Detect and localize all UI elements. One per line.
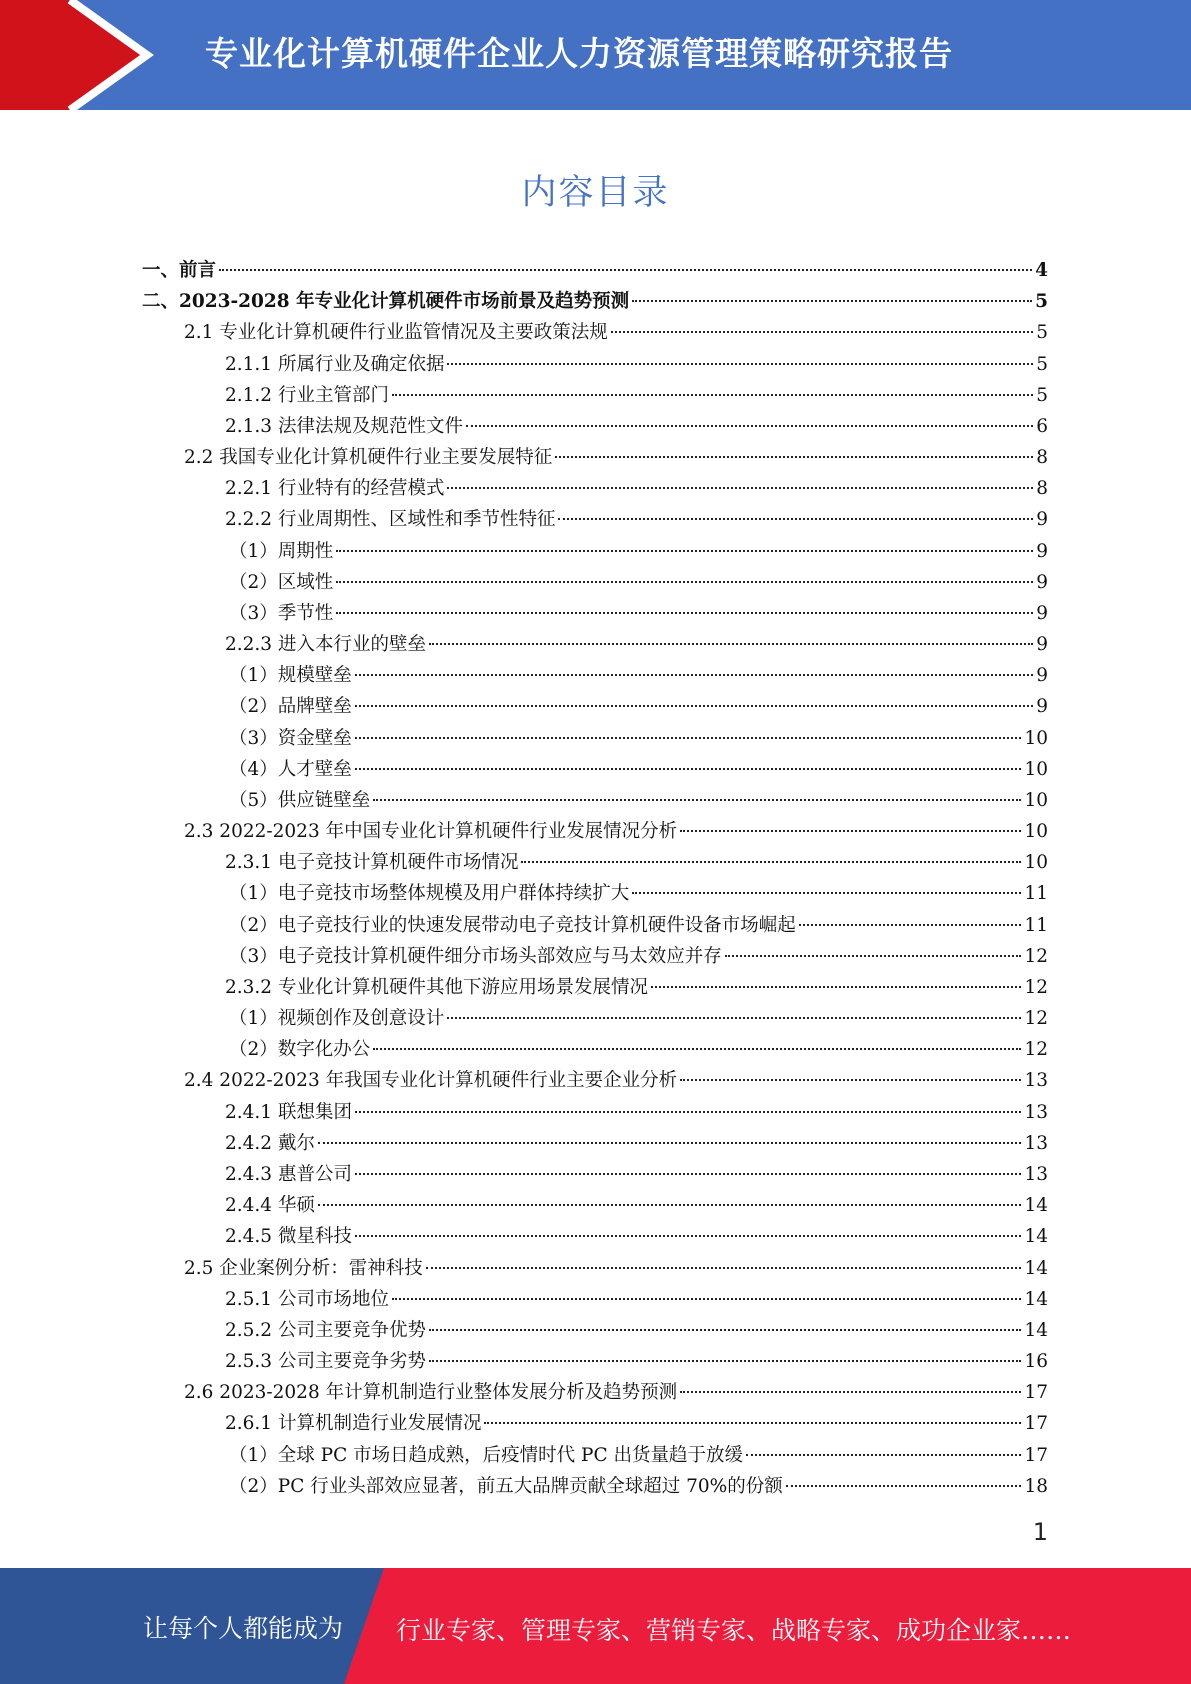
toc-entry-title: 2.2.3 进入本行业的壁垒	[225, 634, 426, 656]
toc-entry-page: 12	[1024, 976, 1048, 998]
toc-entry-page: 16	[1024, 1351, 1048, 1373]
toc-entry[interactable]	[142, 1377, 1048, 1408]
toc-entry-page: 10	[1024, 727, 1048, 749]
toc-entry[interactable]	[142, 1190, 1048, 1221]
toc-entry-title: 2.3.2 专业化计算机硬件其他下游应用场景发展情况	[225, 976, 648, 998]
toc-entry[interactable]	[142, 816, 1048, 847]
toc-entry[interactable]	[142, 598, 1048, 629]
page-header	[0, 0, 1191, 110]
toc-entry-page: 13	[1024, 1163, 1048, 1185]
toc-entry-page: 14	[1024, 1319, 1048, 1341]
toc-entry-title: （2）电子竞技行业的快速发展带动电子竞技计算机硬件设备市场崛起	[229, 914, 796, 936]
toc-entry-title: 2.5.3 公司主要竞争劣势	[225, 1351, 426, 1373]
toc-entry-title: 一、前言	[142, 260, 217, 281]
toc-entry-page: 13	[1024, 1101, 1048, 1123]
toc-entry-title: 2.2.1 行业特有的经营模式	[225, 478, 445, 500]
toc-entry-page: 14	[1024, 1288, 1048, 1310]
toc-heading: 内容目录	[521, 173, 670, 213]
toc-entry-title: （1）视频创作及创意设计	[229, 1008, 445, 1030]
toc-entry[interactable]	[142, 878, 1048, 909]
toc-entry-page: 9	[1036, 509, 1048, 531]
toc-dot-leader	[484, 1422, 1021, 1424]
toc-dot-leader	[680, 1391, 1021, 1393]
toc-entry-page: 5	[1036, 322, 1048, 344]
toc-entry[interactable]	[142, 660, 1048, 691]
toc-entry[interactable]	[142, 380, 1048, 411]
toc-entry-title: （2）数字化办公	[229, 1039, 371, 1061]
toc-dot-leader	[555, 456, 1033, 458]
toc-dot-leader	[429, 643, 1033, 645]
toc-entry-page: 14	[1024, 1226, 1048, 1248]
toc-dot-leader	[786, 1485, 1022, 1487]
toc-dot-leader	[447, 487, 1033, 489]
toc-dot-leader	[746, 1454, 1021, 1456]
toc-entry-page: 14	[1024, 1195, 1048, 1217]
toc-entry-page: 5	[1035, 291, 1048, 313]
toc-entry-page: 11	[1024, 914, 1048, 936]
toc-entry-title: 2.4.1 联想集团	[225, 1101, 352, 1123]
toc-entry[interactable]	[142, 1221, 1048, 1252]
toc-entry[interactable]	[142, 1034, 1048, 1065]
toc-entry-title: 2.1.1 所属行业及确定依据	[225, 353, 445, 375]
toc-entry-title: （1）全球 PC 市场日趋成熟，后疫情时代 PC 出货量趋于放缓	[229, 1444, 744, 1466]
header-title: 专业化计算机硬件企业人力资源管理策略研究报告	[205, 34, 953, 73]
toc-dot-leader	[355, 1111, 1022, 1113]
toc-entry-title: （3）资金壁垒	[229, 727, 352, 749]
toc-entry[interactable]	[142, 847, 1048, 878]
toc-dot-leader	[447, 1017, 1021, 1019]
toc-entry[interactable]	[142, 349, 1048, 380]
toc-entry-title: 2.2 我国专业化计算机硬件行业主要发展特征	[184, 447, 553, 469]
toc-dot-leader	[429, 1360, 1021, 1362]
toc-dot-leader	[558, 518, 1033, 520]
toc-entry-title: 2.1.2 行业主管部门	[225, 384, 389, 406]
toc-dot-leader	[466, 425, 1033, 427]
toc-entry-title: 2.4.5 微星科技	[225, 1226, 352, 1248]
toc-entry-page: 10	[1024, 789, 1048, 811]
toc-entry-title: （1）规模壁垒	[229, 665, 352, 687]
toc-entry-page: 14	[1024, 1257, 1048, 1279]
toc-entry-page: 17	[1024, 1382, 1048, 1404]
toc-entry[interactable]	[142, 1253, 1048, 1284]
toc-dot-leader	[336, 550, 1033, 552]
toc-entry-page: 8	[1036, 478, 1048, 500]
toc-entry-page: 17	[1024, 1444, 1048, 1466]
toc-entry-page: 4	[1035, 260, 1048, 281]
toc-entry[interactable]	[142, 1065, 1048, 1096]
toc-entry-page: 17	[1024, 1413, 1048, 1435]
toc-entry-page: 13	[1024, 1132, 1048, 1154]
toc-dot-leader	[355, 705, 1033, 707]
toc-dot-leader	[355, 768, 1022, 770]
toc-entry[interactable]	[142, 910, 1048, 941]
toc-entry-title: （2）PC 行业头部效应显著，前五大品牌贡献全球超过 70%的份额	[229, 1475, 783, 1497]
toc-entry[interactable]	[142, 255, 1048, 286]
toc-entry-page: 12	[1024, 1008, 1048, 1030]
toc-entry-page: 5	[1036, 384, 1048, 406]
toc-entry-title: 2.4.4 华硕	[225, 1195, 315, 1217]
toc-entry-page: 12	[1024, 1039, 1048, 1061]
page-number: 1	[1032, 1518, 1048, 1546]
toc-dot-leader	[355, 1235, 1022, 1237]
toc-dot-leader	[611, 331, 1033, 333]
toc-entry-page: 8	[1036, 447, 1048, 469]
toc-entry-title: 2.3 2022-2023 年中国专业化计算机硬件行业发展情况分析	[184, 821, 678, 843]
toc-dot-leader	[355, 737, 1022, 739]
toc-entry[interactable]	[142, 1284, 1048, 1315]
toc-entry-page: 9	[1036, 540, 1048, 562]
toc-dot-leader	[426, 1267, 1022, 1269]
toc-dot-leader	[429, 1329, 1021, 1331]
toc-entry[interactable]	[142, 317, 1048, 348]
toc-entry[interactable]	[142, 941, 1048, 972]
toc-entry[interactable]	[142, 567, 1048, 598]
toc-entry-page: 9	[1036, 696, 1048, 718]
toc-entry-page: 5	[1036, 353, 1048, 375]
toc-entry[interactable]	[142, 1315, 1048, 1346]
toc-dot-leader	[632, 892, 1021, 894]
toc-entry[interactable]	[142, 723, 1048, 754]
toc-dot-leader	[355, 1173, 1022, 1175]
toc-entry[interactable]	[142, 754, 1048, 785]
toc-entry[interactable]	[142, 785, 1048, 816]
toc-entry-title: （1）电子竞技市场整体规模及用户群体持续扩大	[229, 883, 630, 905]
toc-dot-leader	[632, 300, 1032, 302]
toc-dot-leader	[651, 986, 1021, 988]
toc-entry-page: 18	[1024, 1475, 1048, 1497]
toc-dot-leader	[355, 674, 1033, 676]
toc-entry-title: （1）周期性	[229, 540, 334, 562]
toc-entry[interactable]	[142, 691, 1048, 722]
toc-dot-leader	[336, 581, 1033, 583]
toc-entry-page: 9	[1036, 634, 1048, 656]
table-of-contents	[142, 255, 1048, 1502]
toc-entry-title: 2.2.2 行业周期性、区域性和季节性特征	[225, 509, 556, 531]
toc-entry-title: 2.4.2 戴尔	[225, 1132, 315, 1154]
toc-entry-title: 2.5.2 公司主要竞争优势	[225, 1319, 426, 1341]
toc-entry[interactable]	[142, 442, 1048, 473]
toc-dot-leader	[318, 1142, 1022, 1144]
toc-dot-leader	[680, 1079, 1021, 1081]
toc-entry-title: （3）电子竞技计算机硬件细分市场头部效应与马太效应并存	[229, 945, 722, 967]
toc-entry[interactable]	[142, 1408, 1048, 1439]
toc-entry-title: （2）品牌壁垒	[229, 696, 352, 718]
footer-slogan-right: 行业专家、管理专家、营销专家、战略专家、成功企业家……	[396, 1616, 1072, 1645]
toc-entry-page: 9	[1036, 602, 1048, 624]
page-footer	[0, 1568, 1191, 1684]
toc-entry-page: 12	[1024, 945, 1048, 967]
toc-entry-title: 2.4.3 惠普公司	[225, 1163, 352, 1185]
toc-entry[interactable]	[142, 1159, 1048, 1190]
toc-entry[interactable]	[142, 1003, 1048, 1034]
toc-entry[interactable]	[142, 629, 1048, 660]
toc-entry-title: 2.5.1 公司市场地位	[225, 1288, 389, 1310]
toc-dot-leader	[799, 924, 1022, 926]
toc-dot-leader	[373, 1048, 1021, 1050]
toc-entry[interactable]	[142, 1346, 1048, 1377]
toc-entry-title: 2.6.1 计算机制造行业发展情况	[225, 1413, 482, 1435]
toc-dot-leader	[219, 269, 1032, 271]
toc-entry-title: 2.3.1 电子竞技计算机硬件市场情况	[225, 852, 519, 874]
toc-dot-leader	[373, 799, 1021, 801]
toc-dot-leader	[392, 394, 1033, 396]
toc-entry-title: 2.1 专业化计算机硬件行业监管情况及主要政策法规	[184, 322, 608, 344]
toc-entry[interactable]	[142, 972, 1048, 1003]
footer-slogan-left: 让每个人都能成为	[143, 1614, 344, 1643]
toc-entry-title: 2.1.3 法律法规及规范性文件	[225, 415, 463, 437]
toc-entry[interactable]	[142, 1128, 1048, 1159]
toc-entry[interactable]	[142, 286, 1048, 317]
toc-dot-leader	[336, 612, 1033, 614]
toc-entry-page: 10	[1024, 758, 1048, 780]
toc-dot-leader	[725, 955, 1022, 957]
toc-dot-leader	[392, 1298, 1021, 1300]
toc-dot-leader	[521, 861, 1021, 863]
toc-entry-page: 6	[1036, 415, 1048, 437]
toc-entry-title: （3）季节性	[229, 602, 334, 624]
toc-entry-page: 11	[1024, 883, 1048, 905]
toc-dot-leader	[447, 363, 1033, 365]
toc-entry-page: 13	[1024, 1070, 1048, 1092]
toc-entry[interactable]	[142, 1440, 1048, 1471]
toc-entry[interactable]	[142, 504, 1048, 535]
toc-entry-title: （5）供应链壁垒	[229, 789, 371, 811]
toc-entry-title: 二、2023-2028 年专业化计算机硬件市场前景及趋势预测	[142, 291, 630, 313]
toc-entry[interactable]	[142, 411, 1048, 442]
toc-entry-title: （2）区域性	[229, 571, 334, 593]
toc-entry-title: 2.5 企业案例分析：雷神科技	[184, 1257, 423, 1279]
toc-entry-page: 9	[1036, 571, 1048, 593]
toc-entry-page: 9	[1036, 665, 1048, 687]
toc-entry[interactable]	[142, 1097, 1048, 1128]
toc-entry-title: 2.6 2023-2028 年计算机制造行业整体发展分析及趋势预测	[184, 1382, 678, 1404]
toc-dot-leader	[680, 830, 1021, 832]
toc-entry-page: 10	[1024, 821, 1048, 843]
toc-entry-title: （4）人才壁垒	[229, 758, 352, 780]
toc-entry[interactable]	[142, 473, 1048, 504]
toc-entry[interactable]	[142, 1471, 1048, 1502]
toc-entry-title: 2.4 2022-2023 年我国专业化计算机硬件行业主要企业分析	[184, 1070, 678, 1092]
toc-entry-page: 10	[1024, 852, 1048, 874]
toc-dot-leader	[318, 1204, 1022, 1206]
toc-entry[interactable]	[142, 536, 1048, 567]
